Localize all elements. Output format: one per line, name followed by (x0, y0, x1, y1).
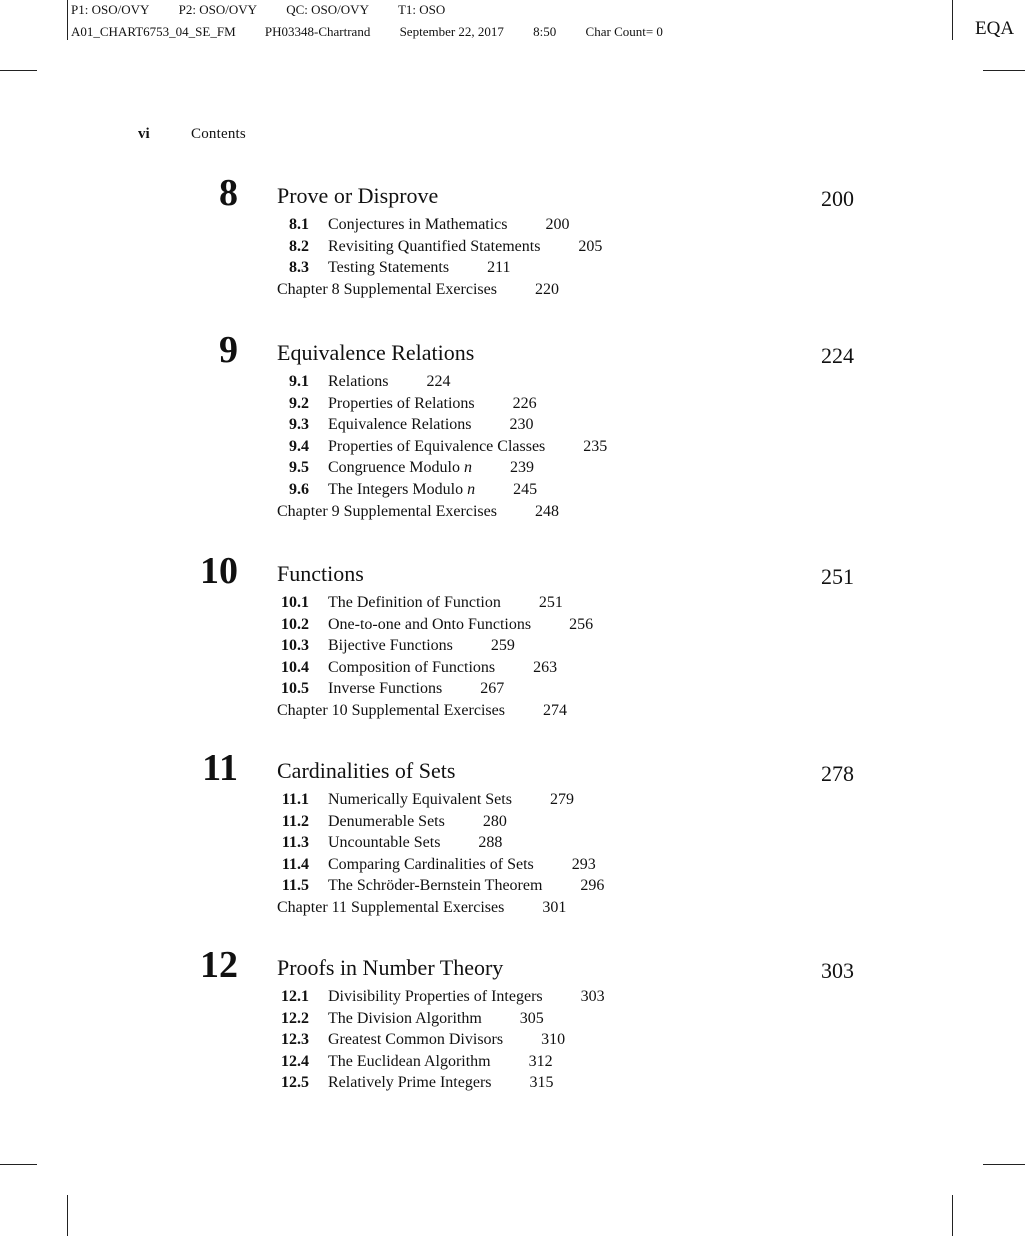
section-title-text: Numerically Equivalent Sets (328, 791, 512, 808)
supplemental-title: Chapter 10 Supplemental Exercises (277, 702, 505, 719)
section-page: 315 (529, 1074, 554, 1092)
chapter-number: 9 (219, 329, 238, 371)
section-page: 259 (490, 637, 515, 655)
section-number: 10.4 (281, 658, 309, 676)
crop-mark (67, 1195, 68, 1236)
slug-item: QC: OSO/OVY (286, 2, 369, 17)
toc-section-row[interactable] (0, 393, 1025, 414)
slug-item: P2: OSO/OVY (178, 2, 257, 17)
section-page: 303 (580, 988, 605, 1005)
toc-section-row[interactable] (0, 1008, 1025, 1029)
section-number: 10.5 (281, 680, 309, 698)
section-title-text: The Integers Modulo (328, 481, 468, 498)
section-page: 310 (541, 1031, 566, 1049)
section-number: 12.2 (281, 1009, 309, 1027)
supplemental-title: Chapter 8 Supplemental Exercises (277, 280, 497, 298)
toc-section-row[interactable] (0, 214, 1025, 235)
toc-section-row[interactable] (0, 789, 1025, 810)
toc-section-row[interactable] (0, 414, 1025, 435)
supplemental-page: 220 (534, 280, 559, 298)
section-page: 256 (569, 615, 594, 633)
section-title (328, 214, 570, 235)
section-title-italic: n (467, 481, 476, 498)
section-title (328, 1008, 544, 1029)
chapter-page: 303 (821, 958, 854, 983)
toc-section-row[interactable] (0, 257, 1025, 278)
section-title (328, 592, 563, 613)
chapter-title[interactable]: Cardinalities of Sets (277, 758, 456, 783)
running-head-title: Contents (191, 126, 246, 142)
supplemental-title: Chapter 11 Supplemental Exercises (277, 899, 505, 916)
section-number: 12.5 (281, 1074, 309, 1092)
section-title-text: Relations (328, 373, 389, 390)
toc-section-row[interactable] (0, 1072, 1025, 1093)
toc-section-row[interactable] (0, 811, 1025, 832)
section-page: 279 (549, 791, 574, 808)
toc-section-row[interactable] (0, 479, 1025, 500)
section-title-text: Greatest Common Divisors (328, 1031, 504, 1049)
supplemental-exercises[interactable] (277, 897, 566, 918)
toc-section-row[interactable] (0, 457, 1025, 478)
slug-item: Char Count= 0 (585, 24, 663, 39)
section-title-text: The Schröder-Bernstein Theorem (328, 877, 543, 895)
section-title-text: One-to-one and Onto Functions (328, 615, 532, 633)
crop-mark (983, 1164, 1025, 1165)
section-title-text: Conjectures in Mathematics (328, 216, 508, 233)
toc-section-row[interactable] (0, 657, 1025, 678)
section-title-text: Denumerable Sets (328, 812, 445, 830)
chapter-number: 11 (202, 747, 238, 789)
chapter-number: 8 (219, 172, 238, 214)
section-title (328, 789, 574, 810)
section-title (328, 832, 502, 853)
section-number: 10.2 (281, 615, 309, 633)
section-page: 280 (482, 812, 507, 830)
chapter-page: 251 (821, 564, 854, 589)
section-number: 8.1 (289, 216, 309, 233)
crop-mark (67, 0, 68, 40)
section-title-text: Divisibility Properties of Integers (328, 988, 543, 1005)
chapter-title[interactable]: Functions (277, 561, 364, 586)
section-number: 10.3 (281, 637, 309, 655)
toc-section-row[interactable] (0, 1051, 1025, 1072)
section-number: 8.2 (289, 237, 309, 255)
section-title-text: Equivalence Relations (328, 416, 472, 434)
slug-line-2 (71, 24, 689, 40)
section-title (328, 678, 504, 699)
crop-mark (0, 1164, 37, 1165)
section-page: 235 (583, 437, 608, 455)
chapter-number: 10 (200, 550, 238, 592)
section-title (328, 1029, 565, 1050)
section-title (328, 479, 537, 500)
toc-section-row[interactable] (0, 371, 1025, 392)
section-page: 224 (426, 373, 451, 390)
section-number: 9.6 (289, 481, 309, 498)
section-number: 9.1 (289, 373, 309, 390)
chapter-number: 12 (200, 944, 238, 986)
section-number: 10.1 (281, 594, 309, 611)
chapter-title[interactable]: Prove or Disprove (277, 183, 439, 208)
toc-section-row[interactable] (0, 236, 1025, 257)
section-number: 8.3 (289, 259, 309, 277)
section-number: 11.5 (281, 877, 309, 895)
supplemental-exercises[interactable] (277, 700, 567, 721)
crop-mark (983, 70, 1025, 71)
section-page: 226 (512, 394, 537, 412)
toc-section-row[interactable] (0, 875, 1025, 896)
supplemental-page: 248 (534, 502, 559, 520)
section-number: 9.3 (289, 416, 309, 434)
section-number: 9.2 (289, 394, 309, 412)
section-title-text: Composition of Functions (328, 658, 496, 676)
section-title (328, 635, 515, 656)
supplemental-page: 274 (542, 702, 567, 719)
section-title (328, 875, 604, 896)
section-title-text: The Euclidean Algorithm (328, 1052, 491, 1070)
slug-item: PH03348-Chartrand (264, 24, 371, 39)
supplemental-page: 301 (542, 899, 567, 916)
section-page: 205 (578, 237, 603, 255)
running-head-page: vi (138, 126, 150, 142)
section-number: 12.4 (281, 1052, 309, 1070)
section-page: 211 (487, 259, 511, 277)
section-title-text: The Division Algorithm (328, 1009, 482, 1027)
slug-item: P1: OSO/OVY (71, 2, 150, 17)
section-page: 288 (478, 834, 503, 852)
toc-section-row[interactable] (0, 678, 1025, 699)
crop-mark (952, 1195, 953, 1236)
section-title (328, 257, 511, 278)
corner-mark: EQA (975, 18, 1015, 39)
section-page: 305 (519, 1009, 544, 1027)
section-title (328, 614, 593, 635)
toc-section-row[interactable] (0, 986, 1025, 1007)
supplemental-title: Chapter 9 Supplemental Exercises (277, 502, 497, 520)
section-number: 11.2 (281, 812, 309, 830)
section-title (328, 436, 607, 457)
section-title (328, 414, 534, 435)
toc-section-row[interactable] (0, 436, 1025, 457)
section-title-text: Revisiting Quantified Statements (328, 237, 541, 255)
toc-section-row[interactable] (0, 635, 1025, 656)
section-page: 230 (509, 416, 534, 434)
section-title-text: Testing Statements (328, 259, 450, 277)
section-title (328, 1051, 553, 1072)
section-title-text: Comparing Cardinalities of Sets (328, 855, 534, 873)
slug-item: September 22, 2017 (399, 24, 504, 39)
section-number: 11.1 (281, 791, 309, 808)
section-page: 263 (533, 658, 558, 676)
toc-section-row[interactable] (0, 1029, 1025, 1050)
section-title (328, 811, 507, 832)
section-title-text: Uncountable Sets (328, 834, 441, 852)
section-page: 296 (580, 877, 605, 895)
section-title (328, 236, 602, 257)
section-title-text: Bijective Functions (328, 637, 453, 655)
slug-item: T1: OSO (397, 2, 446, 17)
section-title (328, 986, 605, 1007)
section-title (328, 657, 557, 678)
chapter-title[interactable]: Equivalence Relations (277, 340, 475, 365)
section-page: 267 (480, 680, 505, 698)
chapter-title[interactable]: Proofs in Number Theory (277, 955, 504, 980)
toc-section-row[interactable] (0, 614, 1025, 635)
section-title (328, 1072, 554, 1093)
section-number: 12.3 (281, 1031, 309, 1049)
section-number: 11.3 (281, 834, 309, 852)
section-title (328, 457, 534, 478)
section-number: 9.4 (289, 437, 309, 455)
section-page: 251 (538, 594, 563, 611)
toc-section-row[interactable] (0, 854, 1025, 875)
toc-section-row[interactable] (0, 832, 1025, 853)
section-title-text: Congruence Modulo (328, 459, 464, 477)
crop-mark (0, 70, 37, 71)
section-number: 12.1 (281, 988, 309, 1005)
slug-item: 8:50 (533, 24, 557, 39)
crop-mark (952, 0, 953, 40)
section-title-text: Inverse Functions (328, 680, 443, 698)
section-page: 245 (513, 481, 538, 498)
section-title (328, 371, 450, 392)
section-title-italic: n (463, 459, 472, 477)
section-number: 11.4 (281, 855, 309, 873)
section-page: 312 (528, 1052, 553, 1070)
chapter-page: 224 (821, 343, 854, 368)
section-title-text: The Definition of Function (328, 594, 501, 611)
section-title-text: Relatively Prime Integers (328, 1074, 492, 1092)
section-number: 9.5 (289, 459, 309, 477)
chapter-page: 278 (821, 761, 854, 786)
section-page: 293 (571, 855, 596, 873)
section-title-text: Properties of Equivalence Classes (328, 437, 546, 455)
section-title-text: Properties of Relations (328, 394, 475, 412)
section-title (328, 393, 537, 414)
section-page: 200 (545, 216, 570, 233)
supplemental-exercises[interactable] (277, 279, 559, 300)
section-title (328, 854, 596, 875)
supplemental-exercises[interactable] (277, 501, 559, 522)
slug-item: A01_CHART6753_04_SE_FM (71, 24, 236, 39)
toc-section-row[interactable] (0, 592, 1025, 613)
slug-line-1 (71, 2, 471, 18)
section-page: 239 (509, 459, 534, 477)
chapter-page: 200 (821, 186, 854, 211)
